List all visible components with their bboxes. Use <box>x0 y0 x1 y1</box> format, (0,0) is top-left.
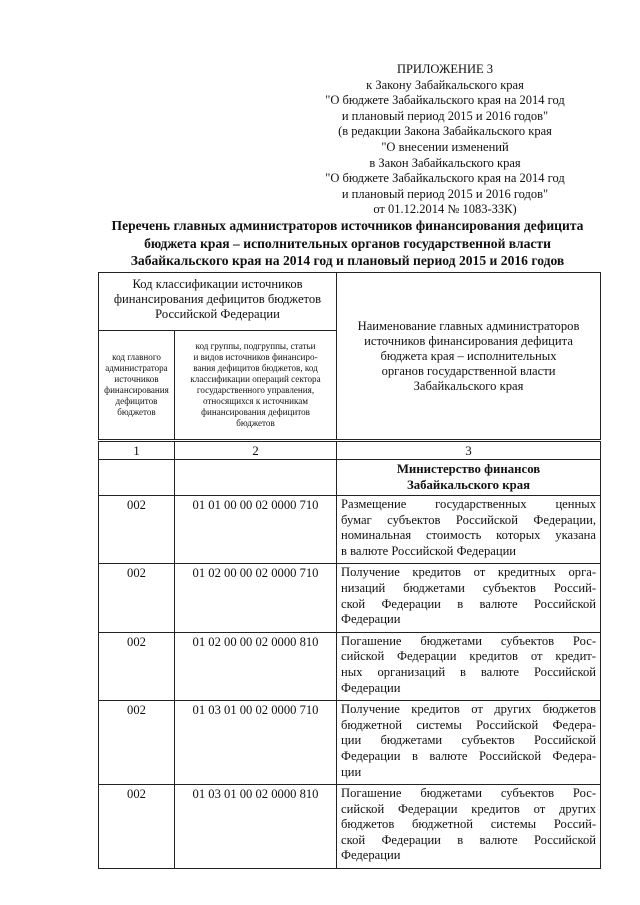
title-line: бюджета края – исполнительных органов государственной власти <box>144 235 551 251</box>
header-line: вания дефицитов бюджетов, код <box>193 363 318 373</box>
admin-code: 002 <box>99 564 175 632</box>
name-line: Погашение бюджетами субъектов Рос- <box>341 633 597 648</box>
header-line: дефицитов <box>115 396 158 406</box>
header-line: финансирования дефицитов <box>201 407 310 417</box>
source-name <box>337 632 601 700</box>
administrators-table <box>98 272 601 869</box>
name-line: бюджетов бюджетной системы Россий- <box>341 817 597 832</box>
source-code: 01 01 00 00 02 0000 710 <box>175 496 337 564</box>
header-line: Код классификации источников <box>132 277 303 291</box>
admin-code: 002 <box>99 785 175 869</box>
name-line: Федерации в валюте Российской Федера- <box>341 748 597 763</box>
ministry-line: Забайкальского края <box>406 477 531 492</box>
header-line: код главного <box>112 352 161 362</box>
appendix-line: к Закону Забайкальского края <box>366 77 524 92</box>
header-line: классификации операций сектора <box>190 374 321 384</box>
appendix-line: от 01.12.2014 № 1083-ЗЗК) <box>373 202 517 217</box>
table-row <box>99 632 601 700</box>
header-line: бюджетов <box>236 418 275 428</box>
admin-code: 002 <box>99 496 175 564</box>
appendix-line: ПРИЛОЖЕНИЕ 3 <box>396 62 494 76</box>
header-line: Забайкальского края <box>413 378 524 393</box>
header-admin-code <box>99 331 175 441</box>
source-code: 01 03 01 00 02 0000 710 <box>175 701 337 785</box>
name-line: ных организаций в валюте Российской <box>341 664 597 679</box>
appendix-line: и плановый период 2015 и 2016 годов" <box>341 108 549 123</box>
header-line: Российской Федерации <box>155 307 280 321</box>
header-line: источников финансирования дефицита <box>364 333 573 348</box>
ministry-name <box>337 460 601 496</box>
header-line: администратора <box>105 363 168 373</box>
title-line: Забайкальского края на 2014 год и плановый период 2015 и 2016 годов <box>130 253 565 268</box>
appendix-line: "О внесении изменений <box>381 139 509 154</box>
appendix-line: (в редакции Закона Забайкальского края <box>338 124 552 139</box>
appendix-line: "О бюджете Забайкальского края на 2014 год <box>325 171 565 186</box>
table-row <box>99 564 601 632</box>
header-line: органов государственной власти <box>381 363 556 378</box>
ministry-empty-cell <box>175 460 337 496</box>
name-line: ции <box>341 764 362 779</box>
header-line: бюджета края – исполнительных <box>380 348 557 363</box>
source-name <box>337 496 601 564</box>
admin-code: 002 <box>99 701 175 785</box>
header-line: относящихся к источникам <box>202 396 309 406</box>
table-row <box>99 701 601 785</box>
header-administrator-name <box>337 273 601 441</box>
header-line: бюджетов <box>117 407 156 417</box>
name-line: номинальная стоимость которых указана <box>341 528 597 543</box>
name-line: сийской Федерации кредитов от других <box>341 801 597 816</box>
table-row <box>99 496 601 564</box>
appendix-line: и плановый период 2015 и 2016 годов" <box>341 186 549 201</box>
ministry-empty-cell <box>99 460 175 496</box>
table-row <box>99 785 601 869</box>
header-line: и видов источников финансиро- <box>193 352 318 362</box>
header-code-classification <box>99 273 337 331</box>
name-line: Размещение государственных ценных <box>341 497 597 511</box>
title-line: Перечень главных администраторов источников финансирования дефицита <box>111 218 584 233</box>
name-line: Федерации <box>341 680 401 695</box>
name-line: сийской Федерации кредитов от кредит- <box>341 649 597 664</box>
name-line: ции бюджетами субъектов Российской <box>341 733 597 748</box>
header-line: финансирования дефицитов бюджетов <box>113 292 322 306</box>
source-code: 01 02 00 00 02 0000 710 <box>175 564 337 632</box>
name-line: бумаг субъектов Российской Федерации, <box>341 512 597 527</box>
header-line: Наименование главных администраторов <box>357 318 580 333</box>
header-line: код группы, подгруппы, статьи <box>195 341 316 351</box>
name-line: ской Федерации в валюте Российской <box>341 832 597 847</box>
header-group-code <box>175 331 337 441</box>
name-line: Погашение бюджетами субъектов Рос- <box>341 786 597 801</box>
name-line: Получение кредитов от других бюджетов <box>341 702 597 717</box>
name-line: в валюте Российской Федерации <box>341 543 517 558</box>
name-line: бюджетной системы Российской Федера- <box>341 717 597 732</box>
ministry-line: Министерство финансов <box>396 462 541 476</box>
column-number: 3 <box>337 441 601 460</box>
source-name <box>337 701 601 785</box>
header-line: источников <box>114 374 159 384</box>
name-line: Федерации <box>341 848 401 863</box>
name-line: низаций бюджетами субъектов Россий- <box>341 580 597 595</box>
source-code: 01 02 00 00 02 0000 810 <box>175 632 337 700</box>
header-line: финансирования <box>104 385 169 395</box>
name-line: ской Федерации в валюте Российской <box>341 596 597 611</box>
appendix-line: в Закон Забайкальского края <box>369 155 521 170</box>
appendix-line: "О бюджете Забайкальского края на 2014 год <box>325 93 565 108</box>
column-number: 2 <box>175 441 337 460</box>
admin-code: 002 <box>99 632 175 700</box>
name-line: Получение кредитов от кредитных орга- <box>341 565 597 580</box>
name-line: Федерации <box>341 612 401 627</box>
column-number: 1 <box>99 441 175 460</box>
source-name <box>337 785 601 869</box>
source-code: 01 03 01 00 02 0000 810 <box>175 785 337 869</box>
document-title <box>90 217 605 270</box>
appendix-header <box>300 62 590 218</box>
source-name <box>337 564 601 632</box>
header-line: государственного управления, <box>196 385 315 395</box>
